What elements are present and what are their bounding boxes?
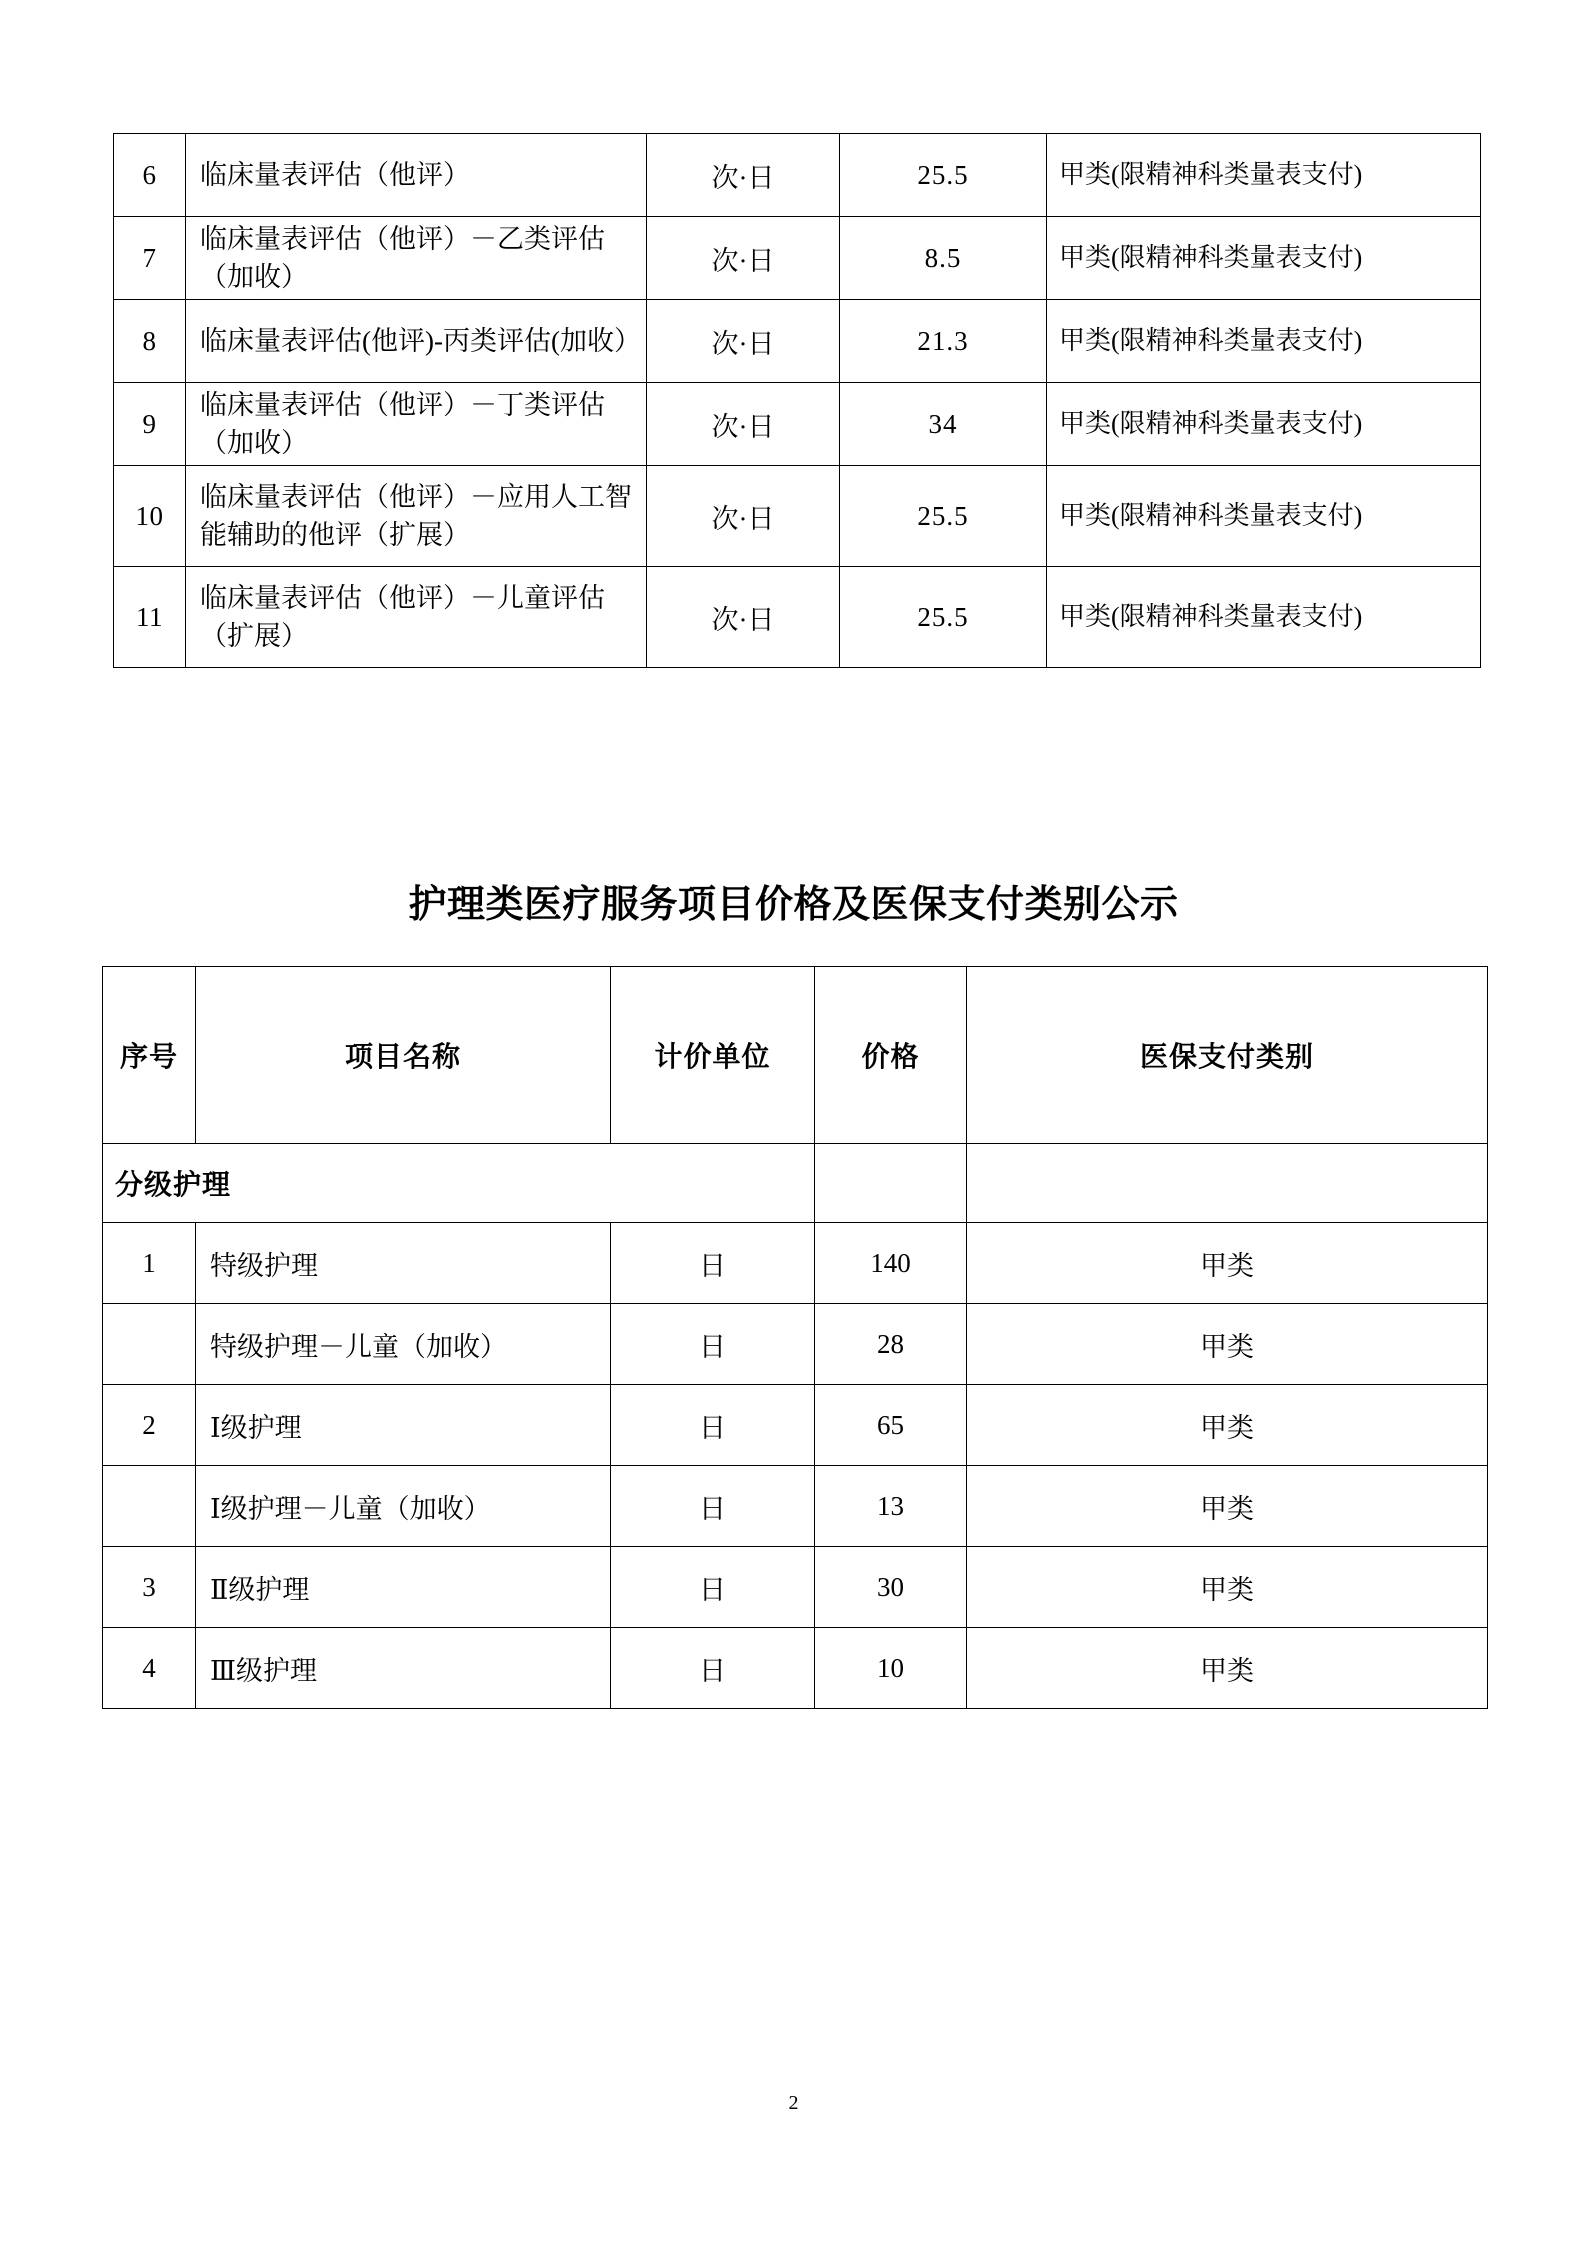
table-row (103, 1547, 1488, 1628)
row-index: 10 (114, 466, 186, 567)
item-name: Ⅲ级护理 (196, 1628, 611, 1709)
pricing-unit: 日 (611, 1466, 815, 1547)
table-row (103, 1466, 1488, 1547)
item-name: Ⅰ级护理－儿童（加收） (196, 1466, 611, 1547)
row-index: 7 (114, 217, 186, 300)
table-header-row (103, 967, 1488, 1144)
row-index: 8 (114, 300, 186, 383)
table-row (103, 1628, 1488, 1709)
item-name: 临床量表评估（他评）－丁类评估（加收） (186, 383, 647, 466)
row-index: 2 (103, 1385, 196, 1466)
table-row (114, 383, 1481, 466)
item-price: 140 (815, 1223, 967, 1304)
pricing-unit: 日 (611, 1223, 815, 1304)
item-price: 25.5 (840, 134, 1047, 217)
insurance-category: 甲类(限精神科类量表支付) (1047, 134, 1481, 217)
page-number: 2 (788, 2092, 799, 2114)
insurance-category: 甲类(限精神科类量表支付) (1047, 383, 1481, 466)
item-name: 临床量表评估（他评） (186, 134, 647, 217)
table-row (114, 567, 1481, 668)
insurance-category: 甲类(限精神科类量表支付) (1047, 300, 1481, 383)
table-row (103, 1304, 1488, 1385)
insurance-category: 甲类 (967, 1628, 1488, 1709)
pricing-unit: 次·日 (647, 300, 840, 383)
pricing-unit: 日 (611, 1385, 815, 1466)
pricing-unit: 次·日 (647, 134, 840, 217)
pricing-unit: 日 (611, 1304, 815, 1385)
pricing-unit: 日 (611, 1628, 815, 1709)
insurance-category: 甲类(限精神科类量表支付) (1047, 217, 1481, 300)
pricing-unit: 次·日 (647, 567, 840, 668)
item-name: 临床量表评估（他评）－乙类评估（加收） (186, 217, 647, 300)
item-price: 25.5 (840, 567, 1047, 668)
item-price: 34 (840, 383, 1047, 466)
row-index: 1 (103, 1223, 196, 1304)
nursing-services-table (102, 966, 1488, 1709)
row-index: 9 (114, 383, 186, 466)
item-price: 28 (815, 1304, 967, 1385)
row-index: 4 (103, 1628, 196, 1709)
item-name: 临床量表评估（他评）－儿童评估（扩展） (186, 567, 647, 668)
column-header-price: 价格 (815, 967, 967, 1144)
pricing-unit: 次·日 (647, 466, 840, 567)
column-header-unit: 计价单位 (611, 967, 815, 1144)
item-price: 8.5 (840, 217, 1047, 300)
table-row (114, 466, 1481, 567)
insurance-category: 甲类 (967, 1385, 1488, 1466)
item-name: Ⅱ级护理 (196, 1547, 611, 1628)
group-title: 分级护理 (103, 1144, 815, 1223)
table-row (114, 300, 1481, 383)
pricing-unit: 日 (611, 1547, 815, 1628)
item-price: 10 (815, 1628, 967, 1709)
column-header-index: 序号 (103, 967, 196, 1144)
pricing-unit: 次·日 (647, 217, 840, 300)
row-index (103, 1466, 196, 1547)
group-category-empty (967, 1144, 1488, 1223)
table-row (103, 1223, 1488, 1304)
group-price-empty (815, 1144, 967, 1223)
table-row (114, 217, 1481, 300)
page-title: 护理类医疗服务项目价格及医保支付类别公示 (408, 882, 1179, 926)
item-price: 21.3 (840, 300, 1047, 383)
row-index (103, 1304, 196, 1385)
item-name: 临床量表评估(他评)-丙类评估(加收） (186, 300, 647, 383)
column-header-category: 医保支付类别 (967, 967, 1488, 1144)
insurance-category: 甲类 (967, 1466, 1488, 1547)
row-index: 11 (114, 567, 186, 668)
table-row (114, 134, 1481, 217)
pricing-unit: 次·日 (647, 383, 840, 466)
insurance-category: 甲类 (967, 1304, 1488, 1385)
item-name: Ⅰ级护理 (196, 1385, 611, 1466)
table-group-row (103, 1144, 1488, 1223)
item-price: 65 (815, 1385, 967, 1466)
insurance-category: 甲类 (967, 1223, 1488, 1304)
psychiatric-assessment-table (113, 133, 1481, 668)
insurance-category: 甲类 (967, 1547, 1488, 1628)
item-price: 25.5 (840, 466, 1047, 567)
item-name: 特级护理－儿童（加收） (196, 1304, 611, 1385)
insurance-category: 甲类(限精神科类量表支付) (1047, 567, 1481, 668)
insurance-category: 甲类(限精神科类量表支付) (1047, 466, 1481, 567)
row-index: 6 (114, 134, 186, 217)
item-price: 13 (815, 1466, 967, 1547)
column-header-name: 项目名称 (196, 967, 611, 1144)
item-price: 30 (815, 1547, 967, 1628)
table-row (103, 1385, 1488, 1466)
item-name: 临床量表评估（他评）－应用人工智能辅助的他评（扩展） (186, 466, 647, 567)
item-name: 特级护理 (196, 1223, 611, 1304)
row-index: 3 (103, 1547, 196, 1628)
